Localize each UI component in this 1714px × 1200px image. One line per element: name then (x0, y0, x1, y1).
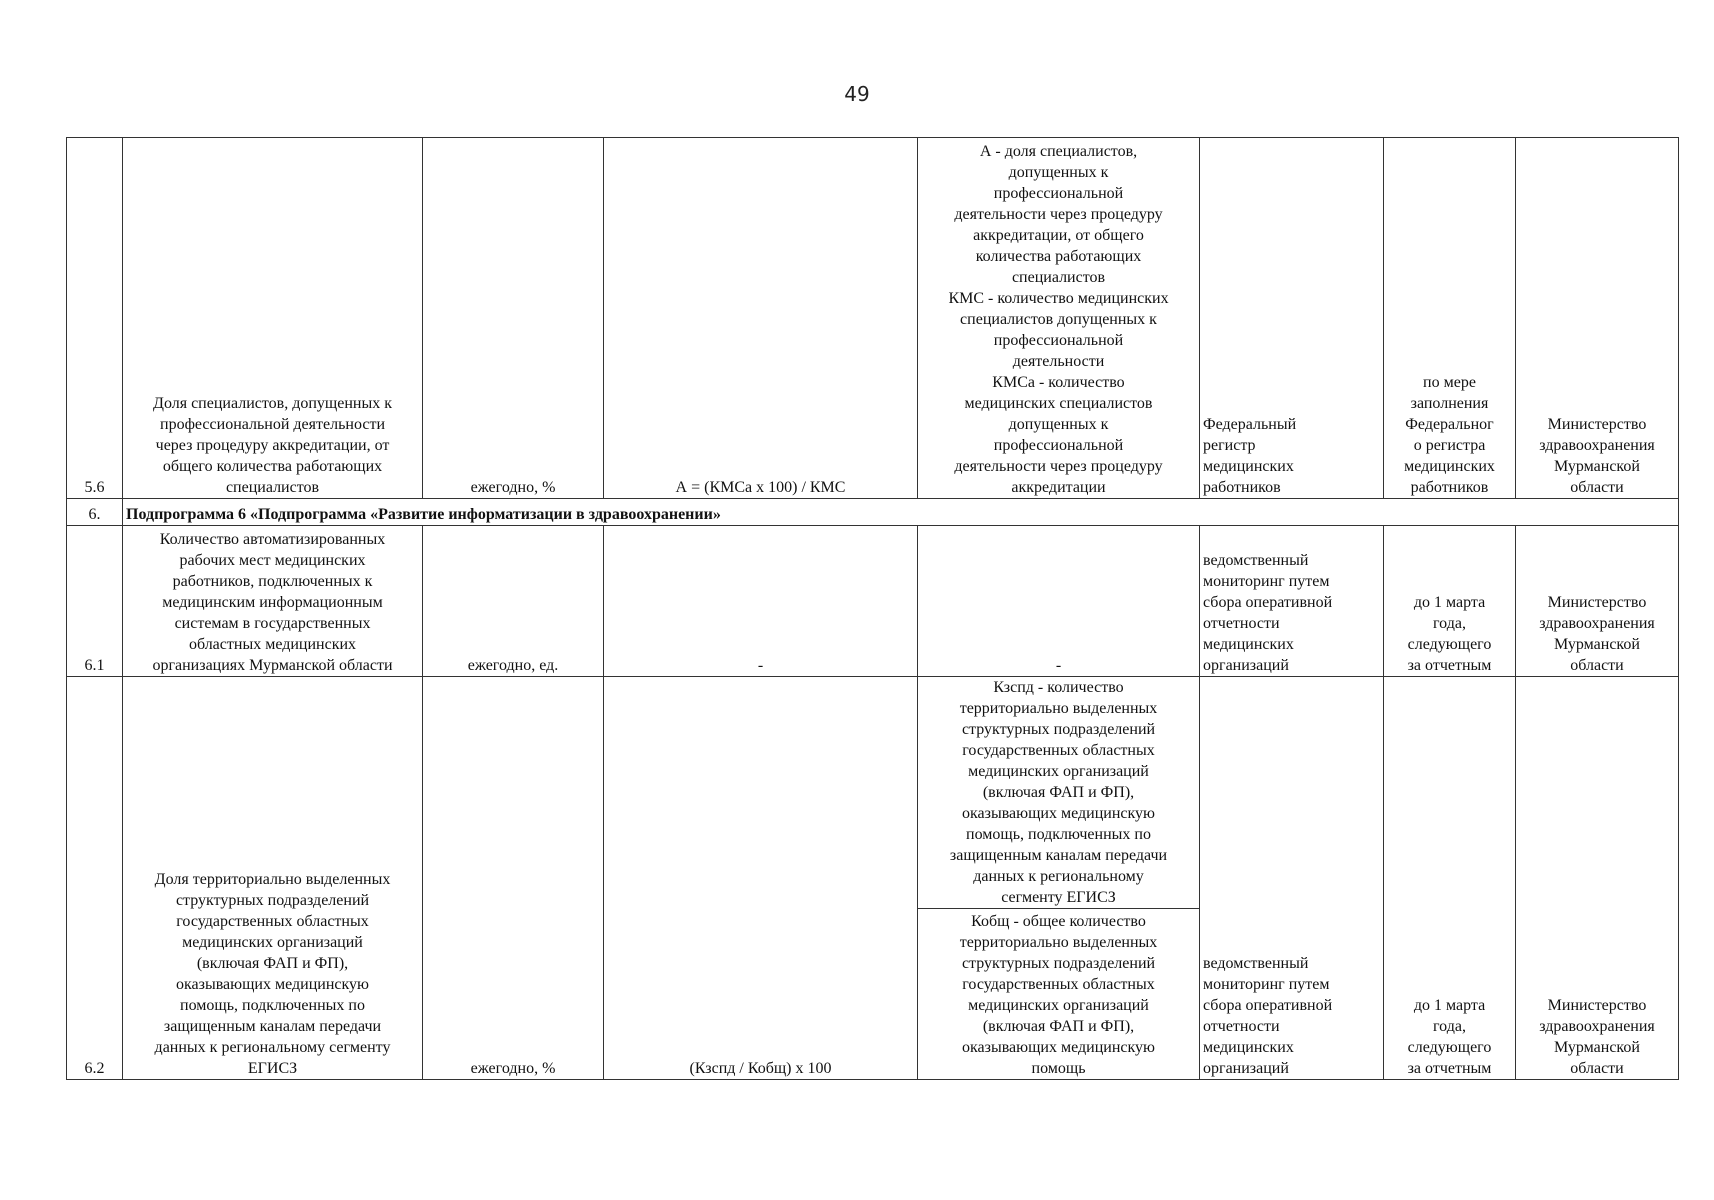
indicator-definitions (918, 677, 1200, 1080)
indicator-name: Количество автоматизированных рабочих мест медицинских работников, подключенных к медицинским информационным системам в государственных областных медицинских организациях Мурманской области (123, 526, 423, 677)
indicator-deadline: до 1 марта года, следующего за отчетным (1384, 677, 1516, 1080)
indicator-source: Федеральный регистр медицинских работников (1200, 138, 1384, 499)
definition-numerator: Кзспд - количество территориально выделенных структурных подразделений государственных областных медицинских организаций (включая ФАП и ФП), оказывающих медицинскую помощь, подключенных по защищенным каналам передачи данных к региональному сегменту ЕГИСЗ (949, 679, 1168, 906)
indicator-name: Доля специалистов, допущенных к профессиональной деятельности через процедуру аккредитации, от общего количества работающих специалистов (123, 138, 423, 499)
indicator-formula: (Кзспд / Кобщ) х 100 (604, 677, 918, 1080)
indicator-definitions: А - доля специалистов, допущенных к профессиональной деятельности через процедуру аккредитации, от общего количества работающих специалистов КМС - количество медицинских специалистов допущенных к профессиональной деятельности КМСа - количество медицинских специалистов допущенных к профессиональной деятельности через процедуру аккредитации (918, 138, 1200, 499)
indicator-responsible: Министерство здравоохранения Мурманской области (1516, 677, 1679, 1080)
row-number: 6. (67, 499, 123, 526)
definition-denominator: Кобщ - общее количество территориально выделенных структурных подразделений государственных областных медицинских организаций (включая ФАП и ФП), оказывающих медицинскую помощь (918, 908, 1199, 1079)
table-row (67, 677, 1679, 1080)
indicator-deadline: по мере заполнения Федеральног о регистра медицинских работников (1384, 138, 1516, 499)
indicator-period: ежегодно, % (423, 677, 604, 1080)
row-number: 6.1 (67, 526, 123, 677)
indicator-source: ведомственный мониторинг путем сбора оперативной отчетности медицинских организаций (1200, 677, 1384, 1080)
indicators-table (66, 137, 1679, 1080)
indicator-definitions: - (918, 526, 1200, 677)
indicator-period: ежегодно, ед. (423, 526, 604, 677)
page-number: 49 (844, 82, 870, 106)
indicator-responsible: Министерство здравоохранения Мурманской области (1516, 138, 1679, 499)
table-row (67, 526, 1679, 677)
indicator-period: ежегодно, % (423, 138, 604, 499)
indicator-name: Доля территориально выделенных структурных подразделений государственных областных медицинских организаций (включая ФАП и ФП), оказывающих медицинскую помощь, подключенных по защищенным каналам передачи данных к региональному сегменту ЕГИСЗ (123, 677, 423, 1080)
row-number: 5.6 (67, 138, 123, 499)
subprogram-row (67, 499, 1679, 526)
indicator-formula: А = (КМСа х 100) / КМС (604, 138, 918, 499)
table-row (67, 138, 1679, 499)
row-number: 6.2 (67, 677, 123, 1080)
indicator-deadline: до 1 марта года, следующего за отчетным (1384, 526, 1516, 677)
subprogram-title: Подпрограмма 6 «Подпрограмма «Развитие информатизации в здравоохранении» (123, 499, 1679, 526)
indicator-responsible: Министерство здравоохранения Мурманской области (1516, 526, 1679, 677)
indicator-source: ведомственный мониторинг путем сбора оперативной отчетности медицинских организаций (1200, 526, 1384, 677)
indicator-formula: - (604, 526, 918, 677)
